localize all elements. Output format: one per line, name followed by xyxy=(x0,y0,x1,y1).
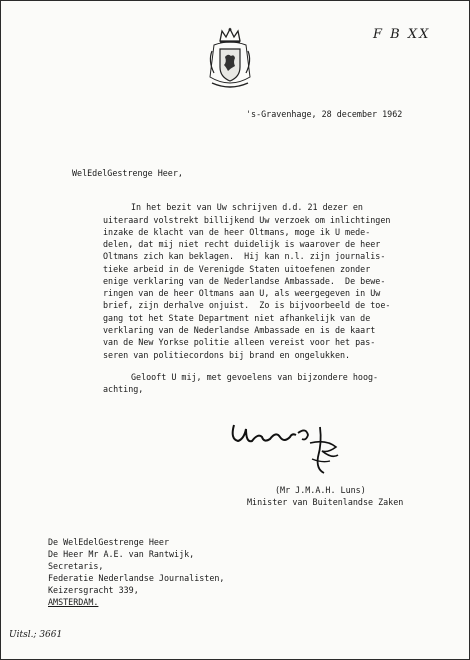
body-line: gang tot het State Department niet afhankelijk van de xyxy=(103,313,371,323)
dateline: 's-Gravenhage, 28 december 1962 xyxy=(246,109,403,119)
body-line: ringen van de heer Oltmans aan U, als weergegeven in Uw xyxy=(103,288,381,298)
body-line: inzake de klacht van de heer Oltmans, moge ik U mede- xyxy=(103,227,371,237)
body-line: van de New Yorkse politie alleen vereist voor het pas- xyxy=(103,337,376,347)
address-city: AMSTERDAM. xyxy=(48,597,99,607)
body-line: In het bezit van Uw schrijven d.d. 21 dezer en xyxy=(131,202,363,212)
signatory-title: Minister van Buitenlandse Zaken xyxy=(247,497,404,507)
address-line: De WelEdelGestrenge Heer xyxy=(48,537,170,547)
body-line: verklaring van de Nederlandse Ambassade en is de kaart xyxy=(103,325,376,335)
body-line: uiteraard volstrekt billijkend Uw verzoek om inlichtingen xyxy=(103,215,391,225)
body-line: tieke arbeid in de Verenigde Staten uitoefenen zonder xyxy=(103,264,371,274)
closing-line: achting, xyxy=(103,384,144,394)
body-line: Oltmans zich kan beklagen. Hij kan n.l. zijn journalis- xyxy=(103,251,386,261)
handwritten-signature xyxy=(226,413,346,483)
address-line: Federatie Nederlandse Journalisten, xyxy=(48,573,225,583)
body-line: delen, dat mij niet recht duidelijk is waarover de heer xyxy=(103,239,381,249)
body-line: seren van politiecordons bij brand en ongelukken. xyxy=(103,350,351,360)
salutation: WelEdelGestrenge Heer, xyxy=(72,168,183,178)
coat-of-arms-icon xyxy=(206,27,254,93)
body-line: brief, zijn derhalve onjuist. Zo is bijvoorbeeld de toe- xyxy=(103,300,391,310)
margin-note: Uitsl.; 3661 xyxy=(9,630,63,640)
file-mark: F B XX xyxy=(373,27,431,42)
signatory-name: (Mr J.M.A.H. Luns) xyxy=(275,485,366,495)
body-line: enige verklaring van de Nederlandse Ambassade. De bewe- xyxy=(103,276,386,286)
address-line: De Heer Mr A.E. van Rantwijk, xyxy=(48,549,195,559)
address-line: Secretaris, xyxy=(48,561,104,571)
address-line: Keizersgracht 339, xyxy=(48,585,139,595)
closing-line: Gelooft U mij, met gevoelens van bijzondere hoog- xyxy=(131,372,379,382)
